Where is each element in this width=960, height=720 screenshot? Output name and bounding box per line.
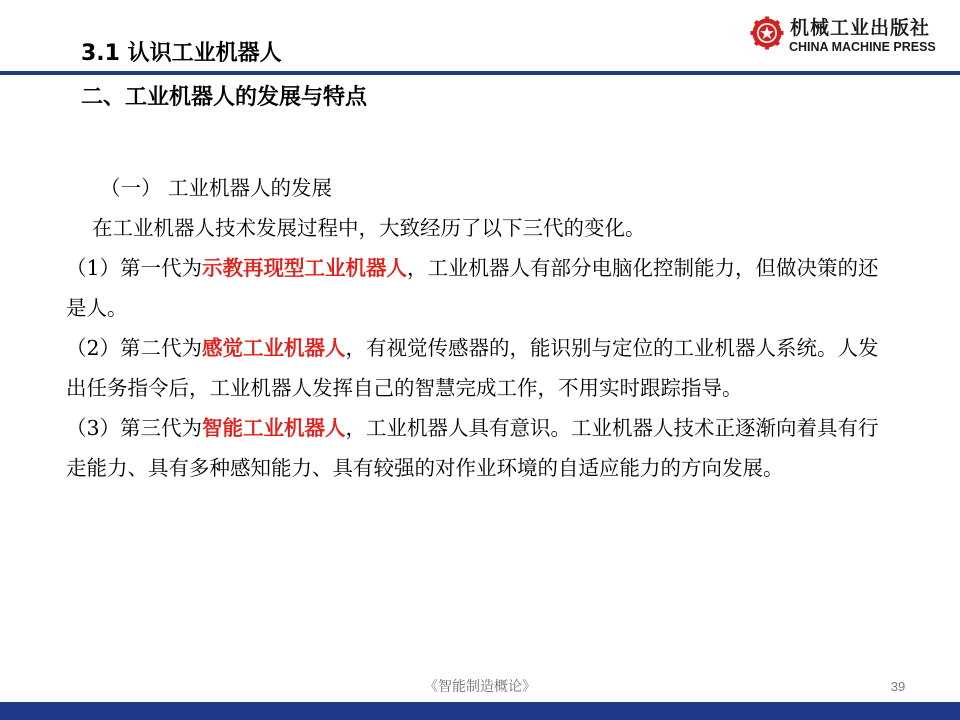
header-divider (0, 71, 960, 75)
item-prefix: （3）第三代为 (66, 416, 203, 440)
item-prefix: （1）第一代为 (66, 256, 203, 280)
footer-bar (0, 702, 960, 720)
publisher-name-en: CHINA MACHINE PRESS (789, 40, 936, 54)
generation-item-1 (66, 248, 896, 328)
page-number: 39 (890, 679, 906, 694)
item-description: ，有视觉传感器的，能识别与定位的工业机器人系统。人发出任务指令后，工业机器人发挥自己的智慧完成工作，不用实时跟踪指导。 (66, 336, 879, 400)
subsection-heading: （一） 工业机器人的发展 (100, 176, 333, 200)
generation-item-3 (66, 408, 896, 488)
highlighted-term: 感觉工业机器人 (202, 336, 346, 360)
generation-item-2 (66, 328, 896, 408)
item-prefix: （2）第二代为 (66, 336, 203, 360)
item-description: ，工业机器人具有意识。工业机器人技术正逐渐向着具有行走能力、具有多种感知能力、具有较强的对作业环境的自适应能力的方向发展。 (66, 416, 879, 480)
section-title: 3.1 认识工业机器人 (81, 41, 282, 66)
footer-book-title: 《智能制造概论》 (424, 679, 536, 695)
publisher-name-cn: 机械工业出版社 (790, 17, 931, 39)
slide-body (66, 168, 896, 488)
publisher-logo (750, 16, 954, 60)
slide-subtitle: 二、工业机器人的发展与特点 (81, 85, 368, 110)
highlighted-term: 示教再现型工业机器人 (202, 256, 408, 280)
highlighted-term: 智能工业机器人 (202, 416, 346, 440)
intro-paragraph: 在工业机器人技术发展过程中，大致经历了以下三代的变化。 (92, 216, 646, 240)
item-description: ，工业机器人有部分电脑化控制能力，但做决策的还是人。 (66, 256, 879, 320)
gear-star-seal-icon (750, 16, 784, 50)
